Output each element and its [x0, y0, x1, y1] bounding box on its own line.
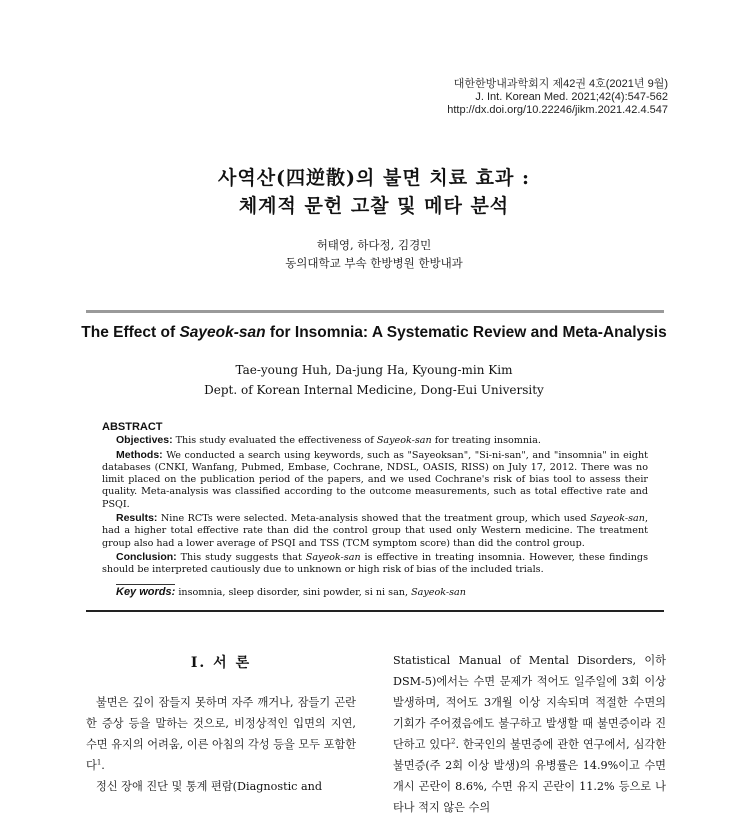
body-text-end: .: [101, 759, 105, 772]
keywords-herb: Sayeok-san: [411, 587, 466, 598]
abstract-results: [102, 512, 648, 550]
methods-text: We conducted a search using keywords, such as "Sayeoksan", "Si-ni-san", and "insomnia" in eight databases (CNKI, Wanfang, Pubmed, Embase, Cochrane, NDSL, OASIS, RISS) on July 17, 2012. There was no limit placed on the publication period of the papers, and we used Cochrane's risk of bias tool to assess their quality. Meta-analysis was classified according to the outcome measurements, such as total effective rate and PSQI.: [102, 449, 648, 510]
keywords: [116, 586, 466, 598]
abstract-divider: [86, 610, 664, 612]
english-author-block: [0, 360, 748, 400]
body-right-column: [393, 650, 666, 818]
english-title: [0, 324, 748, 342]
body-text: Statistical Manual of Mental Disorders, 이하 DSM-5)에서는 수면 문제가 적어도 일주일에 3회 이상 발생하며, 적어도 3개월 이상 지속되며 적절한 수면의 기회가 주어졌음에도 불구하고 발생할 때 불면증이라 진단하고 있다: [393, 654, 666, 751]
body-paragraph: 정신 장애 진단 및 통계 편람(Diagnostic and: [96, 780, 323, 793]
korean-title-line2: 체계적 문헌 고찰 및 메타 분석: [238, 195, 510, 217]
results-label: Results:: [116, 512, 158, 525]
abstract: [102, 421, 648, 578]
results-text-end: , had a higher total effective rate than did the control group that used only Western medicine. The treatment group also had a lower average of PSQI and TSS (TCM symptom score) than did the control group.: [102, 513, 648, 549]
objectives-label: Objectives:: [116, 434, 173, 447]
english-title-herb: Sayeok-san: [179, 324, 266, 341]
citation-ref: 1: [96, 758, 102, 767]
methods-label: Methods:: [116, 448, 163, 461]
abstract-heading: ABSTRACT: [102, 421, 163, 433]
results-text: Nine RCTs were selected. Meta-analysis showed that the treatment group, which used: [157, 513, 591, 525]
body-text-end: . 한국인의 불면증에 관한 연구에서, 심각한 불면증(주 2회 이상 발생)의 유병률은 14.9%이고 수면 개시 곤란이 8.6%, 수면 유지 곤란이 11.2% 등으로 나타나 적지 않은 수의: [393, 738, 666, 814]
objectives-text: This study evaluated the effectiveness of: [172, 435, 377, 447]
journal-line-citation: J. Int. Korean Med. 2021;42(4):547-562: [475, 91, 668, 103]
journal-doi-link[interactable]: http://dx.doi.org/10.22246/jikm.2021.42.4.547: [447, 104, 668, 116]
english-authors: Tae-young Huh, Da-jung Ha, Kyoung-min Kim: [235, 363, 513, 377]
objectives-text-end: for treating insomnia.: [431, 435, 541, 447]
korean-authors: 허태영, 하다정, 김경민: [316, 238, 432, 252]
korean-title-line1: 사역산(四逆散)의 불면 치료 효과 :: [218, 167, 530, 189]
citation-ref: 2: [450, 737, 456, 746]
korean-affiliation: 동의대학교 부속 한방병원 한방내과: [285, 256, 463, 270]
conclusion-label: Conclusion:: [116, 550, 177, 563]
conclusion-herb: Sayeok-san: [305, 551, 361, 563]
english-affiliation: Dept. of Korean Internal Medicine, Dong-Eui University: [204, 383, 544, 397]
body-left-column: [86, 692, 356, 797]
conclusion-text: This study suggests that: [176, 551, 306, 563]
results-herb: Sayeok-san: [590, 513, 645, 525]
keywords-text: insomnia, sleep disorder, sini powder, si ni san,: [175, 587, 412, 598]
korean-author-block: [0, 236, 748, 272]
journal-citation: [447, 78, 668, 117]
abstract-conclusion: [102, 551, 648, 577]
conclusion-text-end: is effective in treating insomnia. However, these findings should be interpreted cautiously due to unknown or high risk of bias of the included trials.: [102, 551, 648, 576]
keywords-label: Key words:: [116, 586, 176, 598]
english-title-post: for Insomnia: A Systematic Review and Meta-Analysis: [265, 324, 667, 341]
header-divider: [86, 310, 664, 313]
korean-title: [0, 164, 748, 220]
objectives-herb: Sayeok-san: [376, 435, 432, 447]
section-title: Ⅰ. 서 론: [190, 655, 252, 671]
abstract-objectives: [102, 434, 648, 447]
english-title-pre: The Effect of: [81, 324, 180, 341]
body-text: 불면은 깊이 잠들지 못하며 자주 깨거나, 잠들기 곤란한 증상 등을 말하는 것으로, 비정상적인 입면의 지연, 수면 유지의 어려움, 이른 아침의 각성 등을 모두 포함한다: [86, 696, 356, 772]
abstract-methods: [102, 449, 648, 511]
body-paragraph: [393, 650, 666, 818]
journal-line-korean: 대한한방내과학회지 제42권 4호(2021년 9월): [453, 78, 668, 90]
body-paragraph: [86, 692, 356, 776]
